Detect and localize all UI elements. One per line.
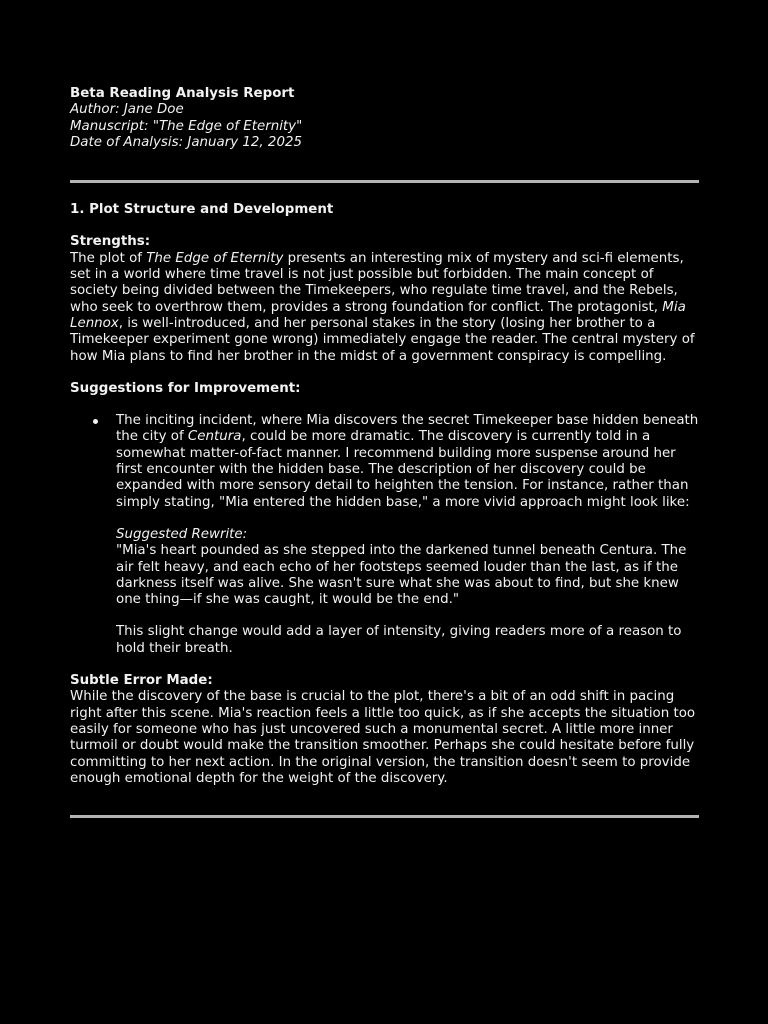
suggestions-list bbox=[70, 413, 699, 657]
divider-bottom bbox=[70, 815, 699, 818]
report-author: Author: Jane Doe bbox=[70, 102, 184, 118]
report-header bbox=[70, 86, 699, 151]
strengths-text-3: , is well-introduced, and her personal stakes in the story (losing her brother to a Timekeeper experiment gone wrong) immediately engage the reader. The central mystery of how Mia plans to find her brother in the midst of a government conspiracy is compelling. bbox=[70, 315, 695, 364]
report-title: Beta Reading Analysis Report bbox=[70, 86, 295, 101]
rewrite-label: Suggested Rewrite: bbox=[116, 526, 248, 542]
bullet-text-2: , could be more dramatic. The discovery is currently told in a somewhat matter-of-fact manner. I recommend building more suspense around her first encounter with the hidden base. The description of her discovery could be expanded with more sensory detail to heighten the tension. For instance, rather than simply stating, "Mia entered the hidden base," a more vivid approach might look like: bbox=[116, 429, 690, 510]
strengths-heading: Strengths: bbox=[70, 234, 151, 250]
bullet-closing: This slight change would add a layer of intensity, giving readers more of a reason to hold their breath. bbox=[116, 624, 682, 656]
rewrite-text: "Mia's heart pounded as she stepped into the darkened tunnel beneath Centura. The air felt heavy, and each echo of her footsteps seemed louder than the last, as if the darkness itself was alive. She wasn't sure what she was about to find, but she knew one thing—if she was caught, it would be the end." bbox=[116, 543, 687, 608]
suggestions-heading: Suggestions for Improvement: bbox=[70, 380, 301, 396]
report-manuscript: Manuscript: "The Edge of Eternity" bbox=[70, 118, 303, 134]
protagonist-name-italic: Mia Lennox bbox=[70, 299, 686, 331]
bullet-text-1: The inciting incident, where Mia discovers the secret Timekeeper base hidden beneath the city of bbox=[116, 413, 699, 445]
error-heading: Subtle Error Made: bbox=[70, 673, 213, 689]
section-heading-plot: 1. Plot Structure and Development bbox=[70, 202, 334, 218]
strengths-text-2: presents an interesting mix of mystery and sci-fi elements, set in a world where time travel is not just possible but forbidden. The main concept of society being divided between the Timekeepers, who regulate time travel, and the Rebels, who seek to overthrow them, provides a strong foundation for conflict. The protagonist, bbox=[70, 250, 684, 315]
divider-top bbox=[70, 180, 699, 183]
error-paragraph: While the discovery of the base is crucial to the plot, there's a bit of an odd shift in pacing right after this scene. Mia's reaction feels a little too quick, as if she accepts the situation too easily for someone who has just uncovered such a monumental secret. A little more inner turmoil or doubt would make the transition smoother. Perhaps she could hesitate before fully committing to her next action. In the original version, the transition doesn't seem to provide enough emotional depth for the weight of the discovery. bbox=[70, 689, 696, 786]
bullet-paragraph bbox=[116, 413, 699, 511]
city-name-italic: Centura bbox=[187, 429, 242, 445]
strengths-text-1: The plot of bbox=[70, 250, 147, 266]
list-item bbox=[116, 413, 699, 657]
manuscript-title-italic: The Edge of Eternity bbox=[146, 250, 284, 266]
report-date: Date of Analysis: January 12, 2025 bbox=[70, 134, 303, 150]
strengths-paragraph bbox=[70, 251, 699, 365]
